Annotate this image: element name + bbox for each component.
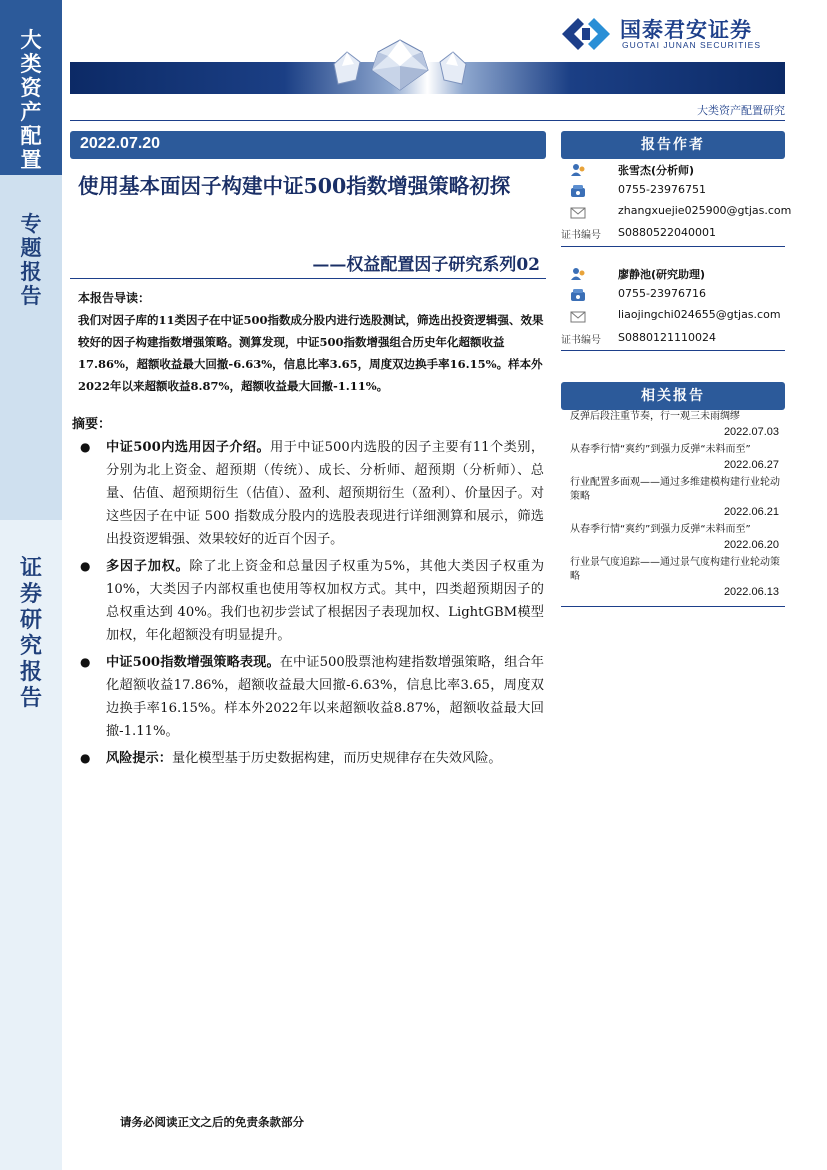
title-divider bbox=[70, 278, 546, 279]
related-report-date: 2022.07.03 bbox=[723, 426, 779, 438]
brand-logo bbox=[560, 14, 785, 54]
related-report-item[interactable] bbox=[561, 556, 785, 601]
phone-icon bbox=[570, 288, 586, 302]
brand-name-cn: 国泰君安证券 bbox=[620, 18, 752, 42]
related-report-date: 2022.06.27 bbox=[723, 459, 779, 471]
author-email[interactable]: zhangxuejie025900@gtjas.com bbox=[618, 204, 792, 217]
related-report-title[interactable]: 从春季行情“爽约”到强力反弹“未料而至” bbox=[570, 444, 751, 455]
author-phone[interactable]: 0755-23976751 bbox=[618, 183, 706, 196]
diamond-icon bbox=[368, 36, 432, 92]
author-cert: S0880121110024 bbox=[618, 331, 716, 344]
sidebar-char: 配 bbox=[20, 123, 42, 148]
author-divider bbox=[561, 350, 785, 351]
email-icon bbox=[570, 310, 586, 324]
report-guide bbox=[78, 287, 544, 397]
abstract-bullet bbox=[78, 747, 544, 770]
related-report-item[interactable] bbox=[561, 443, 785, 474]
bullet-dot-icon: ● bbox=[80, 440, 91, 454]
phone-icon bbox=[570, 184, 586, 198]
cert-label: 证书编号 bbox=[561, 335, 601, 346]
abstract-heading: 摘要： bbox=[72, 417, 112, 432]
sidebar-char: 置 bbox=[20, 147, 42, 172]
related-report-date: 2022.06.13 bbox=[723, 586, 779, 598]
related-report-title[interactable]: 从春季行情“爽约”到强力反弹“未料而至” bbox=[570, 524, 751, 535]
author-name: 廖静池(研究助理) bbox=[618, 268, 706, 281]
sidebar-char: 告 bbox=[19, 685, 42, 711]
date-bar bbox=[70, 131, 546, 159]
sidebar-char: 证 bbox=[19, 555, 42, 581]
brand-logo-icon bbox=[560, 16, 612, 52]
diamond-small-left-icon bbox=[330, 50, 364, 86]
person-icon bbox=[570, 267, 586, 281]
sidebar-char: 资 bbox=[20, 75, 42, 100]
bullet-text: 除了北上资金和总量因子权重为5%，其他大类因子权重为10%，大类因子内部权重也使用等权加权方式。其中，四类超预期因子的总权重达到 40%。我们也初步尝试了根据因子表现加权、LightGBM模型加权，年化超额没有明显提升。 bbox=[106, 559, 545, 643]
sidebar-tab-securities-research bbox=[0, 555, 62, 711]
related-report-title[interactable]: 行业景气度追踪——通过景气度构建行业轮动策略 bbox=[570, 557, 780, 582]
abstract-bullet bbox=[78, 555, 544, 647]
bullet-lead: 多因子加权。 bbox=[106, 559, 190, 574]
abstract-bullet bbox=[78, 651, 544, 743]
bullet-dot-icon: ● bbox=[80, 751, 91, 765]
related-report-item[interactable] bbox=[561, 523, 785, 554]
related-report-date: 2022.06.21 bbox=[723, 506, 779, 518]
left-sidebar bbox=[0, 0, 62, 1170]
bullet-dot-icon: ● bbox=[80, 559, 91, 573]
related-report-title[interactable]: 行业配置多面观——通过多维建模构建行业轮动策略 bbox=[570, 477, 780, 502]
sidebar-char: 研 bbox=[19, 607, 42, 633]
report-title: 使用基本面因子构建中证500指数增强策略初探 bbox=[78, 174, 511, 198]
related-report-item[interactable] bbox=[561, 476, 785, 521]
email-icon bbox=[570, 206, 586, 220]
sidebar-char: 究 bbox=[19, 633, 42, 659]
sidebar-char: 告 bbox=[20, 283, 42, 308]
author-phone[interactable]: 0755-23976716 bbox=[618, 287, 706, 300]
cert-label: 证书编号 bbox=[561, 230, 601, 241]
bullet-lead: 中证500内选用因子介绍。 bbox=[106, 440, 271, 455]
related-end-divider bbox=[561, 606, 785, 607]
brand-name-en: GUOTAI JUNAN SECURITIES bbox=[622, 40, 762, 50]
sidebar-char: 报 bbox=[19, 659, 42, 685]
sidebar-tab-special-report bbox=[0, 212, 62, 308]
related-report-date: 2022.06.20 bbox=[723, 539, 779, 551]
report-subtitle: ——权益配置因子研究系列02 bbox=[312, 255, 540, 275]
authors-heading: 报告作者 bbox=[561, 131, 785, 159]
diamond-small-right-icon bbox=[436, 50, 470, 86]
sidebar-char: 类 bbox=[20, 51, 42, 76]
sidebar-char: 券 bbox=[19, 581, 42, 607]
sidebar-tab-asset-allocation bbox=[0, 28, 62, 172]
author-name: 张雪杰(分析师) bbox=[618, 164, 695, 177]
footer-disclaimer: 请务必阅读正文之后的免责条款部分 bbox=[120, 1115, 304, 1129]
bullet-text: 在中证500股票池构建指数增强策略，组合年化超额收益17.86%，超额收益最大回撤-6.63%，信息比率3.65，周度双边换手率16.15%。样本外2022年以来超额收益8.87%，超额收益最大回撤-1.11%。 bbox=[106, 655, 544, 739]
abstract-bullet bbox=[78, 436, 544, 551]
header-divider bbox=[70, 120, 785, 121]
author-divider bbox=[561, 246, 785, 247]
related-report-title[interactable]: 反弹后段注重节奏，行一观三未雨绸缪 bbox=[570, 411, 740, 422]
sidebar-char: 报 bbox=[20, 259, 42, 284]
guide-body: 我们对因子库的11类因子在中证500指数成分股内进行选股测试，筛选出投资逻辑强、效果较好的因子构建指数增强策略。测算发现，中证500指数增强组合历史年化超额收益17.86%，超额收益最大回撤-6.63%，信息比率3.65，周度双边换手率16.15%。样本外2022年以来超额收益8.87%，超额收益最大回撤-1.11%。 bbox=[78, 313, 544, 393]
author-email[interactable]: liaojingchi024655@gtjas.com bbox=[618, 308, 781, 321]
sidebar-char: 产 bbox=[20, 99, 42, 124]
related-report-item[interactable] bbox=[561, 410, 785, 441]
section-tag: 大类资产配置研究 bbox=[697, 104, 785, 117]
report-date: 2022.07.20 bbox=[80, 135, 161, 152]
abstract-bullets bbox=[78, 436, 544, 774]
sidebar-char: 专 bbox=[20, 211, 42, 236]
related-reports-list bbox=[561, 410, 785, 603]
bullet-lead: 风险提示： bbox=[106, 751, 172, 766]
bullet-text: 量化模型基于历史数据构建，而历史规律存在失效风险。 bbox=[171, 751, 502, 766]
author-cert: S0880522040001 bbox=[618, 226, 716, 239]
person-icon bbox=[570, 163, 586, 177]
sidebar-char: 题 bbox=[20, 235, 42, 260]
related-heading: 相关报告 bbox=[561, 382, 785, 410]
bullet-dot-icon: ● bbox=[80, 655, 91, 669]
guide-heading: 本报告导读： bbox=[78, 291, 151, 305]
bullet-text: 用于中证500内选股的因子主要有11个类别，分别为北上资金、超预期（传统）、成长、分析师、超预期（分析师）、总量、估值、超预期衍生（估值）、盈利、超预期衍生（盈利）、价量因子。对这些因子在中证 500 指数成分股内的选股表现进行详细测算和展示，筛选出投资逻辑强、效果较好的近百个因子。 bbox=[106, 440, 545, 547]
sidebar-char: 大 bbox=[20, 27, 42, 52]
bullet-lead: 中证500指数增强策略表现。 bbox=[106, 655, 280, 670]
